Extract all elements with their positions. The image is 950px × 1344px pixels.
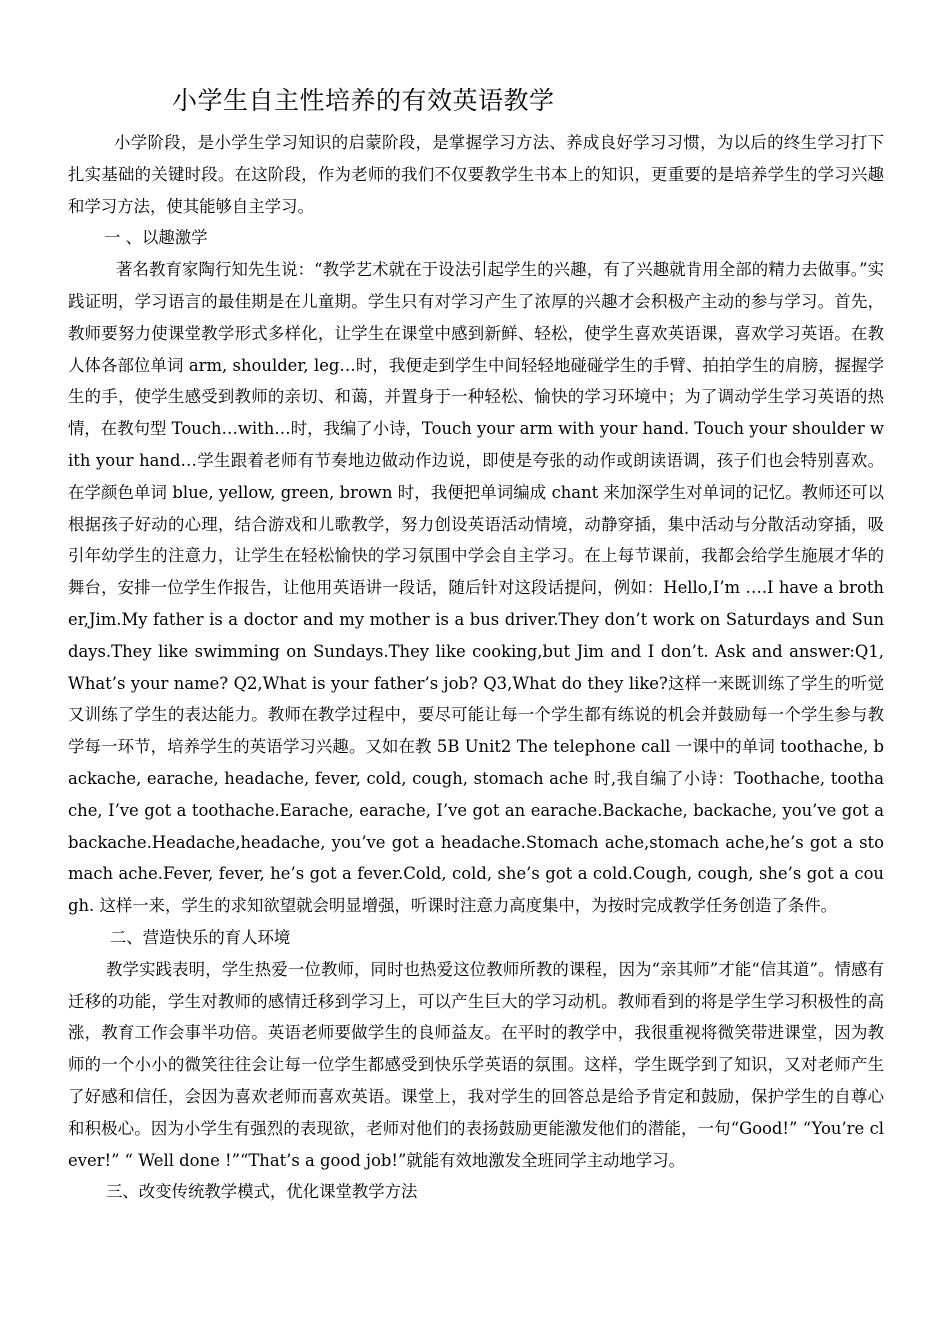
section-2-heading: 二、营造快乐的育人环境 (110, 927, 291, 947)
document-title: 小学生自主性培养的有效英语教学 (172, 86, 555, 115)
document-body (68, 127, 884, 1208)
section-1-paragraph: 著名教育家陶行知先生说：“教学艺术就在于设法引起学生的兴趣，有了兴趣就肯用全部的精力去做事。”实践证明，学习语言的最佳期是在儿童期。学生只有对学习产生了浓厚的兴趣才会积极产主动的参与学习。首先，教师要努力使课堂教学形式多样化，让学生在课堂中感到新鲜、轻松，使学生喜欢英语课，喜欢学习英语。在教人体各部位单词 arm, shoulder, leg…时，我便走到学生中间轻轻地碰碰学生的手臂、拍拍学生的肩膀，握握学生的手，使学生感受到教师的亲切、和蔼，并置身于一种轻松、愉快的学习环境中；为了调动学生学习英语的热情，在教句型 Touch…with…时，我编了小诗，Touch your arm with your hand. Touch your shoulder with your hand…学生跟着老师有节奏地边做动作边说，即使是夸张的动作或朗读语调，孩子们也会特别喜欢。在学颜色单词 blue, yellow, green, brown 时，我便把单词编成 chant 来加深学生对单词的记忆。教师还可以根据孩子好动的心理，结合游戏和儿歌教学，努力创设英语活动情境，动静穿插，集中活动与分散活动穿插，吸引年幼学生的注意力，让学生在轻松愉快的学习氛围中学会自主学习。在上每节课前，我都会给学生施展才华的舞台，安排一位学生作报告，让他用英语讲一段话，随后针对这段话提问，例如：Hello,I’m ….I have a brother,Jim.My father is a doctor and my mother is a bus driver.They don’t work on Saturdays and Sundays.They like swimming on Sundays.They like cooking,but Jim and I don’t. Ask and answer:Q1,What’s your name? Q2,What is your father’s job? Q3,What do they like?这样一来既训练了学生的听觉又训练了学生的表达能力。教师在教学过程中，要尽可能让每一个学生都有练说的机会并鼓励每一个学生参与教学每一环节，培养学生的英语学习兴趣。又如在教 5B Unit2 The telephone call 一课中的单词 toothache, backache, earache, headache, fever, cold, cough, stomach ache 时,我自编了小诗：Toothache, toothache, I’ve got a toothache.Earache, earache, I’ve got an earache.Backache, backache, you’ve got a backache.Headache,headache, you’ve got a headache.Stomach ache,stomach ache,he’s got a stomach ache.Fever, fever, he’s got a fever.Cold, cold, she’s got a cold.Cough, cough, she’s got a cough. 这样一来，学生的求知欲望就会明显增强，听课时注意力高度集中，为按时完成教学任务创造了条件。 (68, 260, 884, 916)
intro-paragraph: 小学阶段，是小学生学习知识的启蒙阶段，是掌握学习方法、养成良好学习习惯，为以后的终生学习打下扎实基础的关键时段。在这阶段，作为老师的我们不仅要教学生书本上的知识，更重要的是培养学生的学习兴趣和学习方法，使其能够自主学习。 (68, 133, 884, 216)
section-3-heading: 三、改变传统教学模式，优化课堂教学方法 (106, 1182, 418, 1202)
section-2-paragraph: 教学实践表明，学生热爱一位教师，同时也热爱这位教师所教的课程，因为“亲其师”才能“信其道”。情感有迁移的功能，学生对教师的感情迁移到学习上，可以产生巨大的学习动机。教师看到的将是学生学习积极性的高涨，教育工作会事半功倍。英语老师要做学生的良师益友。在平时的教学中，我很重视将微笑带进课堂，因为教师的一个小小的微笑往往会让每一位学生都感受到快乐学英语的氛围。这样，学生既学到了知识，又对老师产生了好感和信任，会因为喜欢老师而喜欢英语。课堂上，我对学生的回答总是给予肯定和鼓励，保护学生的自尊心和积极心。因为小学生有强烈的表现欲，老师对他们的表扬鼓励更能激发他们的潜能，一句“Good!” “You’re clever!” “ Well done !”“That’s a good job!”就能有效地激发全班同学主动地学习。 (68, 959, 884, 1170)
section-1-heading: 一 、以趣激学 (104, 228, 208, 248)
